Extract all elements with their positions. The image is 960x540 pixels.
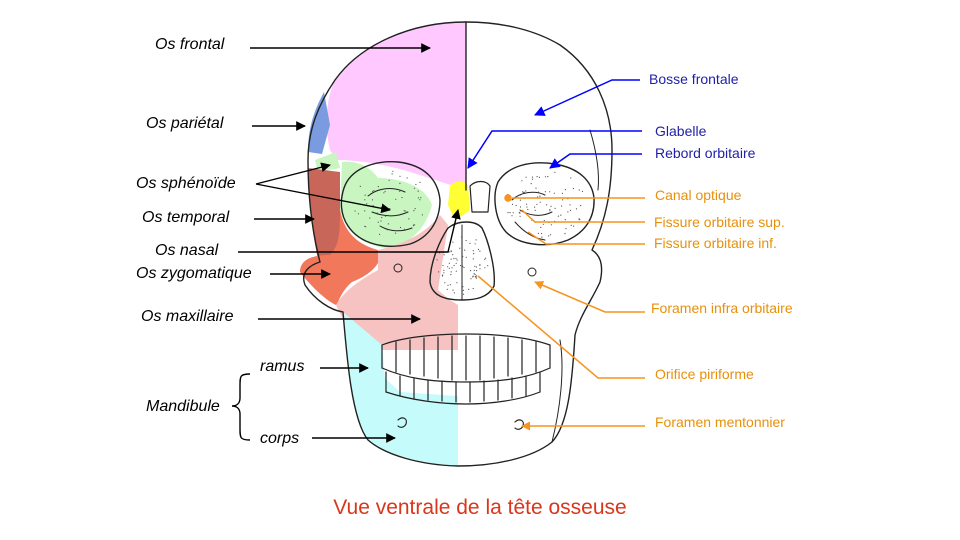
- stipple-dot: [454, 265, 455, 266]
- stipple-dot: [456, 271, 457, 272]
- stipple-dot: [539, 177, 540, 178]
- stipple-dot: [549, 210, 550, 211]
- stipple-dot: [521, 180, 522, 181]
- stipple-dot: [399, 191, 400, 192]
- stipple-dot: [466, 240, 467, 241]
- stipple-dot: [364, 199, 365, 200]
- stipple-dot: [468, 289, 469, 290]
- stipple-dot: [462, 286, 463, 287]
- stipple-dot: [392, 173, 393, 174]
- stipple-dot: [509, 212, 510, 213]
- stipple-dot: [381, 217, 382, 218]
- stipple-dot: [565, 219, 566, 220]
- label-nasal: Os nasal: [155, 242, 219, 259]
- stipple-dot: [541, 233, 542, 234]
- stipple-dot: [565, 189, 566, 190]
- stipple-dot: [378, 222, 379, 223]
- stipple-dot: [475, 243, 476, 244]
- stipple-dot: [554, 172, 555, 173]
- stipple-dot: [507, 212, 508, 213]
- stipple-dot: [519, 213, 520, 214]
- stipple-dot: [451, 250, 452, 251]
- label-sphenoid: Os sphénoïde: [136, 175, 236, 192]
- stipple-dot: [383, 192, 384, 193]
- stipple-dot: [534, 207, 535, 208]
- stipple-dot: [415, 208, 416, 209]
- stipple-dot: [449, 268, 450, 269]
- stipple-dot: [545, 176, 546, 177]
- stipple-dot: [479, 251, 480, 252]
- arrow-foramen-infra: [535, 282, 645, 312]
- stipple-dot: [400, 227, 401, 228]
- stipple-dot: [415, 184, 416, 185]
- stipple-dot: [484, 267, 485, 268]
- stipple-dot: [418, 191, 419, 192]
- stipple-dot: [444, 254, 445, 255]
- stipple-dot: [449, 263, 450, 264]
- stipple-dot: [485, 258, 486, 259]
- stipple-dot: [531, 183, 532, 184]
- stipple-dot: [461, 236, 462, 237]
- stipple-dot: [447, 266, 448, 267]
- stipple-dot: [540, 202, 541, 203]
- stipple-dot: [538, 233, 539, 234]
- stipple-dot: [476, 266, 477, 267]
- stipple-dot: [511, 215, 512, 216]
- stipple-dot: [569, 204, 570, 205]
- stipple-dot: [561, 205, 562, 206]
- stipple-dot: [522, 191, 523, 192]
- stipple-dot: [438, 271, 439, 272]
- stipple-dot: [526, 206, 527, 207]
- right-orbit: [495, 163, 594, 245]
- stipple-dot: [395, 233, 396, 234]
- stipple-dot: [420, 197, 421, 198]
- stipple-dot: [476, 239, 477, 240]
- stipple-dot: [464, 250, 465, 251]
- label-zygomatic: Os zygomatique: [136, 265, 252, 282]
- stipple-dot: [377, 212, 378, 213]
- stipple-dot: [358, 213, 359, 214]
- stipple-dot: [386, 207, 387, 208]
- stipple-dot: [512, 204, 513, 205]
- stipple-dot: [573, 226, 574, 227]
- stipple-dot: [414, 188, 415, 189]
- stipple-dot: [484, 259, 485, 260]
- stipple-dot: [452, 242, 453, 243]
- label-fissure-inf: Fissure orbitaire inf.: [654, 235, 777, 251]
- stipple-dot: [538, 192, 539, 193]
- mandible-brace: [232, 374, 250, 440]
- stipple-dot: [456, 263, 457, 264]
- stipple-dot: [554, 193, 555, 194]
- stipple-dot: [365, 195, 366, 196]
- stipple-dot: [576, 208, 577, 209]
- stipple-dot: [463, 290, 464, 291]
- stipple-dot: [564, 233, 565, 234]
- stipple-dot: [520, 195, 521, 196]
- label-foramen-mentonnier: Foramen mentonnier: [655, 414, 785, 430]
- stipple-dot: [401, 197, 402, 198]
- stipple-dot: [541, 237, 542, 238]
- stipple-dot: [457, 259, 458, 260]
- stipple-dot: [462, 266, 463, 267]
- stipple-dot: [545, 191, 546, 192]
- stipple-dot: [408, 218, 409, 219]
- stipple-dot: [418, 197, 419, 198]
- sphenoid-side-region: [315, 152, 340, 172]
- stipple-dot: [537, 176, 538, 177]
- stipple-dot: [469, 243, 470, 244]
- stipple-dot: [452, 290, 453, 291]
- stipple-dot: [473, 288, 474, 289]
- label-canal-optique: Canal optique: [655, 187, 742, 203]
- stipple-dot: [520, 200, 521, 201]
- stipple-dot: [527, 209, 528, 210]
- stipple-dot: [422, 214, 423, 215]
- stipple-dot: [463, 267, 464, 268]
- stipple-dot: [474, 273, 475, 274]
- stipple-dot: [454, 292, 455, 293]
- stipple-dot: [550, 206, 551, 207]
- stipple-dot: [524, 192, 525, 193]
- stipple-dot: [385, 191, 386, 192]
- stipple-dot: [413, 210, 414, 211]
- stipple-dot: [378, 186, 379, 187]
- stipple-dot: [565, 228, 566, 229]
- stipple-dot: [406, 211, 407, 212]
- label-orifice-piriforme: Orifice piriforme: [655, 366, 754, 382]
- stipple-dot: [550, 234, 551, 235]
- stipple-dot: [419, 182, 420, 183]
- stipple-dot: [473, 276, 474, 277]
- stipple-dot: [392, 171, 393, 172]
- stipple-dot: [385, 216, 386, 217]
- stipple-dot: [369, 217, 370, 218]
- stipple-dot: [407, 177, 408, 178]
- stipple-dot: [536, 204, 537, 205]
- stipple-dot: [479, 264, 480, 265]
- stipple-dot: [453, 258, 454, 259]
- stipple-dot: [474, 270, 475, 271]
- stipple-dot: [462, 256, 463, 257]
- stipple-dot: [442, 275, 443, 276]
- arrow-fissure-sup: [522, 210, 645, 222]
- stipple-dot: [443, 272, 444, 273]
- label-ramus: ramus: [260, 358, 305, 375]
- stipple-dot: [404, 229, 405, 230]
- stipple-dot: [456, 282, 457, 283]
- stipple-dot: [462, 279, 463, 280]
- stipple-dot: [525, 231, 526, 232]
- stipple-dot: [437, 259, 438, 260]
- stipple-dot: [549, 209, 550, 210]
- stipple-dot: [452, 254, 453, 255]
- stipple-dot: [551, 224, 552, 225]
- stipple-dot: [450, 274, 451, 275]
- label-mandible: Mandibule: [146, 398, 220, 415]
- stipple-dot: [544, 220, 545, 221]
- stipple-dot: [447, 285, 448, 286]
- stipple-dot: [476, 270, 477, 271]
- stipple-dot: [540, 227, 541, 228]
- stipple-dot: [570, 210, 571, 211]
- stipple-dot: [380, 220, 381, 221]
- label-parietal: Os pariétal: [146, 115, 224, 132]
- stipple-dot: [455, 258, 456, 259]
- label-foramen-infra: Foramen infra orbitaire: [651, 300, 793, 316]
- stipple-dot: [478, 249, 479, 250]
- stipple-dot: [516, 205, 517, 206]
- stipple-dot: [539, 196, 540, 197]
- label-temporal: Os temporal: [142, 209, 230, 226]
- stipple-dot: [535, 188, 536, 189]
- stipple-dot: [395, 230, 396, 231]
- stipple-dot: [580, 205, 581, 206]
- arrow-bosse-frontale: [535, 80, 640, 115]
- stipple-dot: [366, 203, 367, 204]
- label-corps: corps: [260, 430, 300, 447]
- stipple-dot: [379, 234, 380, 235]
- stipple-dot: [444, 282, 445, 283]
- stipple-dot: [476, 275, 477, 276]
- parietal-bone-region: [308, 92, 330, 154]
- stipple-dot: [451, 259, 452, 260]
- stipple-dot: [372, 191, 373, 192]
- stipple-dot: [558, 216, 559, 217]
- stipple-dot: [570, 177, 571, 178]
- stipple-dot: [473, 258, 474, 259]
- stipple-dot: [547, 176, 548, 177]
- stipple-dot: [579, 218, 580, 219]
- label-rebord-orbitaire: Rebord orbitaire: [655, 145, 756, 161]
- stipple-dot: [549, 191, 550, 192]
- stipple-dot: [459, 248, 460, 249]
- stipple-dot: [543, 224, 544, 225]
- stipple-dot: [560, 215, 561, 216]
- stipple-dot: [372, 199, 373, 200]
- stipple-dot: [532, 179, 533, 180]
- stipple-dot: [567, 211, 568, 212]
- stipple-dot: [475, 274, 476, 275]
- stipple-dot: [460, 265, 461, 266]
- arrow-fissure-inf: [528, 232, 645, 244]
- stipple-dot: [475, 277, 476, 278]
- stipple-dot: [364, 210, 365, 211]
- stipple-dot: [526, 204, 527, 205]
- stipple-dot: [513, 212, 514, 213]
- stipple-dot: [571, 225, 572, 226]
- stipple-dot: [389, 180, 390, 181]
- stipple-dot: [451, 267, 452, 268]
- stipple-dot: [470, 278, 471, 279]
- label-maxillary: Os maxillaire: [141, 308, 234, 325]
- stipple-dot: [365, 226, 366, 227]
- label-glabelle: Glabelle: [655, 123, 707, 139]
- stipple-dot: [546, 204, 547, 205]
- stipple-dot: [526, 177, 527, 178]
- stipple-dot: [442, 265, 443, 266]
- stipple-dot: [399, 176, 400, 177]
- stipple-dot: [562, 199, 563, 200]
- stipple-dot: [573, 188, 574, 189]
- stipple-dot: [395, 199, 396, 200]
- stipple-dot: [579, 189, 580, 190]
- stipple-dot: [399, 183, 400, 184]
- stipple-dot: [470, 270, 471, 271]
- stipple-dot: [419, 199, 420, 200]
- stipple-dot: [473, 250, 474, 251]
- stipple-dot: [582, 191, 583, 192]
- stipple-dot: [354, 210, 355, 211]
- diagram-caption: Vue ventrale de la tête osseuse: [333, 496, 627, 519]
- stipple-dot: [532, 177, 533, 178]
- stipple-dot: [525, 190, 526, 191]
- stipple-dot: [360, 186, 361, 187]
- label-frontal: Os frontal: [155, 36, 225, 53]
- stipple-dot: [463, 294, 464, 295]
- stipple-dot: [474, 266, 475, 267]
- stipple-dot: [450, 284, 451, 285]
- stipple-dot: [447, 289, 448, 290]
- stipple-dot: [562, 193, 563, 194]
- canal-optique-marker: [505, 195, 511, 201]
- stipple-dot: [443, 270, 444, 271]
- stipple-dot: [520, 210, 521, 211]
- stipple-dot: [520, 206, 521, 207]
- stipple-dot: [388, 223, 389, 224]
- stipple-dot: [535, 210, 536, 211]
- label-bosse-frontale: Bosse frontale: [649, 71, 739, 87]
- stipple-dot: [487, 265, 488, 266]
- stipple-dot: [473, 253, 474, 254]
- stipple-dot: [548, 235, 549, 236]
- stipple-dot: [373, 190, 374, 191]
- stipple-dot: [555, 208, 556, 209]
- stipple-dot: [466, 257, 467, 258]
- stipple-dot: [387, 229, 388, 230]
- stipple-dot: [479, 268, 480, 269]
- stipple-dot: [451, 271, 452, 272]
- label-fissure-sup: Fissure orbitaire sup.: [654, 214, 785, 230]
- arrow-glabelle: [468, 131, 642, 168]
- stipple-dot: [413, 225, 414, 226]
- stipple-dot: [404, 210, 405, 211]
- stipple-dot: [520, 216, 521, 217]
- nasal-bone-region: [448, 182, 470, 219]
